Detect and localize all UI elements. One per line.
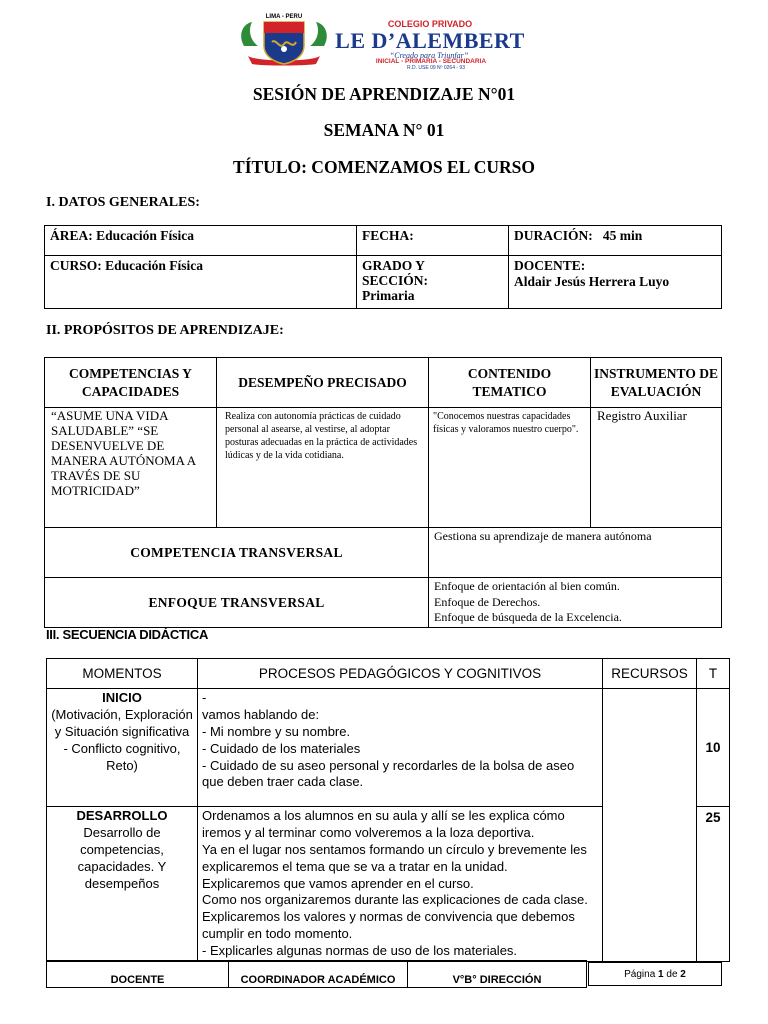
docente-signature-box (46, 960, 229, 988)
fecha-cell: FECHA: (357, 226, 509, 256)
grado-value: Primaria (362, 288, 415, 304)
enfoque-list (429, 578, 722, 628)
school-resolution: R.D. USE 09 Nº 0264 - 93 (407, 65, 465, 71)
inicio-moment (47, 689, 198, 807)
datos-generales-heading: I. DATOS GENERALES: (46, 195, 200, 210)
desarrollo-title: DESARROLLO (76, 808, 168, 823)
process-line: - (202, 690, 207, 705)
desarrollo-desc: Desarrollo de competencias, capacidades. Y desempeños (77, 824, 167, 891)
process-line: Ordenamos a los alumnos en su aula y allí se les explica cómo iremos y al terminar como volveremos a la loza deportiva. (202, 808, 565, 840)
page-of: de (666, 969, 678, 980)
col-t: T (697, 659, 730, 689)
competencia-transversal-value: Gestiona su aprendizaje de manera autónoma (429, 528, 722, 578)
school-motto: “Creado para Triunfar” (389, 51, 469, 60)
desarrollo-processes (198, 807, 603, 962)
competencia-transversal-label: COMPETENCIA TRANSVERSAL (45, 528, 429, 578)
docente-signature-label: DOCENTE (110, 974, 165, 986)
enfoque-item: Enfoque de búsqueda de la Excelencia. (434, 610, 622, 625)
duracion-cell (509, 226, 722, 256)
week-title: SEMANA N° 01 (323, 120, 445, 140)
col-recursos: RECURSOS (603, 659, 697, 689)
desarrollo-moment (47, 807, 198, 962)
inicio-title: INICIO (102, 690, 142, 705)
school-logo (236, 14, 528, 70)
col-procesos: PROCESOS PEDAGÓGICOS Y COGNITIVOS (198, 659, 603, 689)
propositos-heading: II. PROPÓSITOS DE APRENDIZAJE: (46, 323, 284, 338)
inicio-desc: (Motivación, Exploración y Situación significativa - Conflicto cognitivo, Reto) (51, 706, 193, 773)
process-line: vamos hablando de: (202, 706, 320, 722)
page-current: 1 (658, 969, 664, 980)
datos-generales-table (44, 225, 722, 309)
desempeno-text: Realiza con autonomía prácticas de cuidado personal al asearse, al vestirse, al adoptar posturas adecuadas en la práctica de actividades lúdicas y de la vida cotidiana. (217, 408, 429, 528)
duracion-label: DURACIÓN: (514, 228, 593, 243)
logo-location-text: LIMA - PERU (265, 14, 303, 20)
propositos-table (44, 357, 722, 628)
process-line: Ya en el lugar nos sentamos formando un círculo y brevemente les explicaremos el tema que se va a tratar en la unidad. (202, 841, 587, 874)
direccion-signature-label: V°B° DIRECCIÓN (452, 974, 542, 986)
process-line: - Mi nombre y su nombre. (202, 723, 351, 739)
grado-label-2: SECCIÓN: (362, 273, 429, 289)
duracion-value: 45 min (602, 228, 643, 243)
docente-cell (509, 256, 722, 309)
process-line: Como nos organizaremos durante las explicaciones de cada clase. (202, 892, 588, 908)
grado-label-1: GRADO Y (362, 258, 425, 273)
course-title: TÍTULO: COMENZAMOS EL CURSO (233, 157, 535, 177)
page-total: 2 (680, 969, 686, 980)
inicio-processes (198, 689, 603, 807)
col-momentos: MOMENTOS (47, 659, 198, 689)
school-crest-icon (236, 16, 332, 66)
docente-value: Aldair Jesús Herrera Luyo (514, 273, 670, 289)
col-desempeno: DESEMPEÑO PRECISADO (217, 358, 429, 408)
process-line: Explicaremos que vamos aprender en el curso. (202, 875, 474, 891)
col-competencias: COMPETENCIAS Y CAPACIDADES (45, 358, 217, 408)
desarrollo-time: 25 (697, 807, 730, 962)
process-line: Explicaremos los valores y normas de convivencia que debemos cumplir en todo momento. (202, 909, 575, 942)
coordinador-signature-box (228, 960, 408, 988)
school-type-text: COLEGIO PRIVADO (387, 19, 473, 29)
area-cell: ÁREA: Educación Física (45, 226, 357, 256)
contenido-text: "Conocemos nuestras capacidades físicas y valoramos nuestro cuerpo". (429, 408, 591, 528)
curso-cell: CURSO: Educación Física (45, 256, 357, 309)
instrumento-text: Registro Auxiliar (591, 408, 722, 528)
recursos-cell (603, 689, 697, 962)
session-title: SESIÓN DE APRENDIZAJE N°01 (252, 84, 516, 104)
enfoque-item: Enfoque de Derechos. (434, 594, 541, 609)
col-contenido: CONTENIDO TEMATICO (429, 358, 591, 408)
school-levels: INICIAL - PRIMARIA - SECUNDARIA (375, 58, 487, 65)
competencia-text: “ASUME UNA VIDA SALUDABLE” “SE DESENVUELVE DE MANERA AUTÓNOMA A TRAVÉS DE SU MOTRICIDAD” (45, 408, 217, 528)
enfoque-transversal-label: ENFOQUE TRANSVERSAL (45, 578, 429, 628)
secuencia-table (46, 658, 730, 962)
enfoque-item: Enfoque de orientación al bien común. (434, 579, 620, 593)
page-number (588, 962, 722, 986)
inicio-time: 10 (697, 689, 730, 807)
process-line: - Cuidado de los materiales (202, 740, 361, 756)
grado-cell (357, 256, 509, 309)
school-name: LE D’ALEMBERT (335, 28, 525, 53)
direccion-signature-box (407, 960, 587, 988)
col-instrumento: INSTRUMENTO DE EVALUACIÓN (591, 358, 722, 408)
page-prefix: Página (624, 969, 656, 980)
process-line: - Cuidado de su aseo personal y recordarles de la bolsa de aseo que deben traer cada clase. (202, 757, 575, 790)
coordinador-signature-label: COORDINADOR ACADÉMICO (240, 974, 396, 986)
process-line: - Explicarles algunas normas de uso de los materiales. (202, 943, 518, 959)
secuencia-heading: III. SECUENCIA DIDÁCTICA (46, 627, 209, 642)
docente-label: DOCENTE: (514, 258, 586, 273)
